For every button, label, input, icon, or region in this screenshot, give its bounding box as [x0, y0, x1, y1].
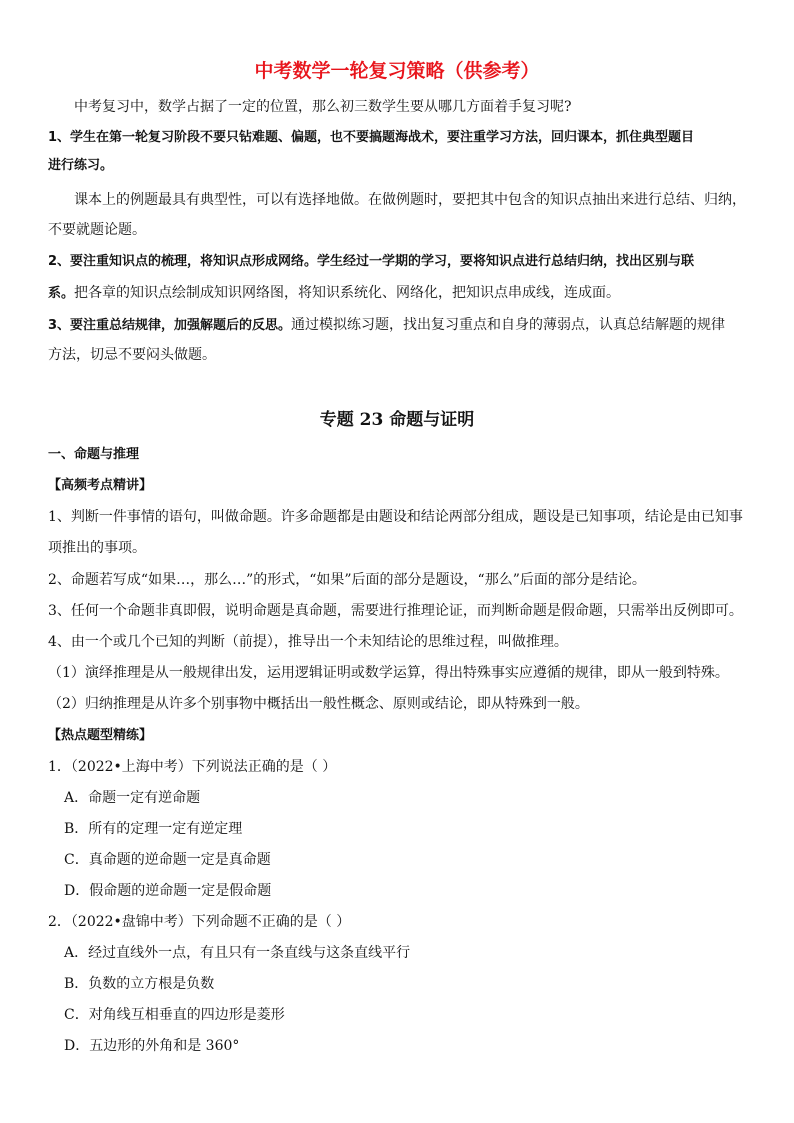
- strategy-3-rest: 通过模拟练习题，找出复习重点和自身的薄弱点，认真总结解题的规律: [291, 317, 726, 333]
- key-point-3: 3、任何一个命题非真即假，说明命题是真命题，需要进行推理论证，而判断命题是假命题，只需举出反例即可。: [48, 603, 743, 619]
- question-1-option-c: C．真命题的逆命题一定是真命题: [64, 852, 271, 868]
- question-2-option-b: B．负数的立方根是负数: [64, 976, 215, 992]
- strategy-2-line1: 2、要注重知识点的梳理，将知识点形成网络。学生经过一学期的学习，要将知识点进行总结归纳，找出区别与联: [48, 254, 695, 269]
- section-heading: 一、命题与推理: [48, 447, 140, 462]
- question-2-stem: 2．（2022•盘锦中考）下列命题不正确的是（ ）: [48, 914, 351, 930]
- strategy-1-detail-line2: 不要就题论题。: [48, 222, 146, 238]
- key-point-5: （1）演绎推理是从一般规律出发，运用逻辑证明或数学运算，得出特殊事实应遵循的规律，即从一般到特殊。: [48, 665, 729, 681]
- strategy-2-line2: [48, 283, 620, 304]
- strategy-1-line1: 1、学生在第一轮复习阶段不要只钻难题、偏题，也不要搞题海战术，要注重学习方法，回归课本，抓住典型题目: [48, 130, 695, 145]
- strategy-2-line2-rest: 把各章的知识点绘制成知识网络图，将知识系统化、网络化，把知识点串成线，连成面。: [74, 285, 621, 301]
- strategy-1-line2: 进行练习。: [48, 158, 114, 173]
- question-1-option-d: D．假命题的逆命题一定是假命题: [64, 883, 272, 899]
- key-points-heading: 【高频考点精讲】: [48, 478, 153, 493]
- question-2-option-c: C．对角线互相垂直的四边形是菱形: [64, 1007, 285, 1023]
- key-point-4: 4、由一个或几个已知的判断（前提），推导出一个未知结论的思维过程，叫做推理。: [48, 634, 568, 650]
- key-point-2: 2、命题若写成“如果…，那么…”的形式，“如果”后面的部分是题设，“那么”后面的部分是结论。: [48, 572, 646, 588]
- question-2-option-d: D．五边形的外角和是 360°: [64, 1038, 240, 1054]
- document-title: 中考数学一轮复习策略（供参考）: [254, 60, 540, 82]
- key-point-6: （2）归纳推理是从许多个别事物中概括出一般性概念、原则或结论，即从特殊到一般。: [48, 696, 589, 712]
- strategy-3-line1: [48, 315, 725, 336]
- strategy-3-line2: 方法，切忌不要闷头做题。: [48, 347, 216, 363]
- key-point-1-line2: 项推出的事项。: [48, 540, 146, 556]
- question-2-option-a: A．经过直线外一点，有且只有一条直线与这条直线平行: [64, 945, 411, 961]
- key-point-1-line1: 1、判断一件事情的语句，叫做命题。许多命题都是由题设和结论两部分组成，题设是已知事项，结论是由已知事: [48, 509, 743, 525]
- question-1-option-b: B．所有的定理一定有逆定理: [64, 821, 243, 837]
- practice-heading: 【热点题型精练】: [48, 728, 153, 743]
- strategy-2-line2-bold: 系。: [48, 286, 75, 301]
- intro-paragraph: 中考复习中，数学占据了一定的位置，那么初三数学生要从哪几方面着手复习呢?: [74, 99, 572, 115]
- question-1-stem: 1．（2022•上海中考）下列说法正确的是（ ）: [48, 759, 337, 775]
- strategy-3-bold: 3、要注重总结规律，加强解题后的反思。: [48, 318, 292, 333]
- topic-title: 专题 23 命题与证明: [319, 410, 475, 430]
- strategy-1-detail-line1: 课本上的例题最具有典型性，可以有选择地做。在做例题时，要把其中包含的知识点抽出来进行总结、归纳，: [74, 192, 746, 208]
- question-1-option-a: A．命题一定有逆命题: [64, 790, 201, 806]
